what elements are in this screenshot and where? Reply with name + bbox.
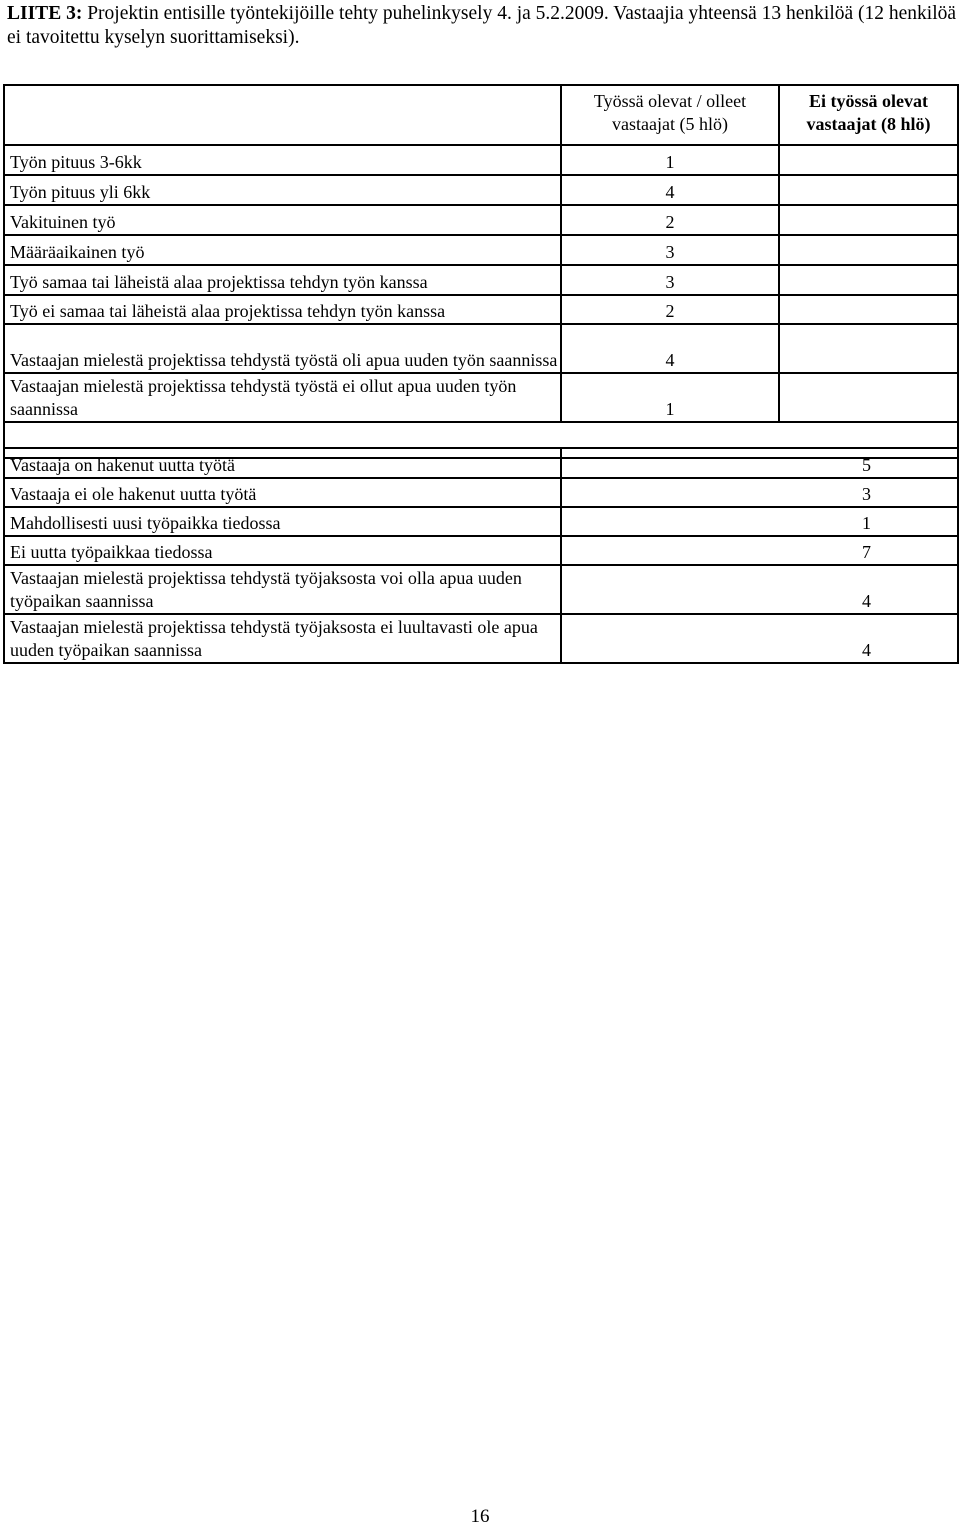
row-empty (779, 205, 958, 235)
row-label: Vastaaja ei ole hakenut uutta työtä (4, 478, 561, 507)
row-label: Vakituinen työ (4, 205, 561, 235)
row-label: Mahdollisesti uusi työpaikka tiedossa (4, 507, 561, 536)
row-value: 3 (561, 235, 779, 265)
table-row (4, 235, 958, 265)
table-row (4, 295, 958, 324)
table-row (4, 175, 958, 205)
row-empty (779, 295, 958, 324)
row-empty (779, 175, 958, 205)
employment-table (3, 84, 959, 459)
row-value: 3 (561, 265, 779, 295)
row-value: 4 (561, 565, 958, 614)
table-row (4, 536, 958, 565)
table-row (4, 614, 958, 663)
row-value: 4 (561, 614, 958, 663)
table-row (4, 265, 958, 295)
row-label: Ei uutta työpaikkaa tiedossa (4, 536, 561, 565)
row-empty (779, 235, 958, 265)
row-value: 7 (561, 536, 958, 565)
table-row (4, 507, 958, 536)
header-employed: Työssä olevat / olleet vastaajat (5 hlö) (561, 85, 779, 145)
row-empty (779, 373, 958, 422)
header-row (4, 85, 958, 145)
header-empty-cell (4, 85, 561, 145)
row-label: Määräaikainen työ (4, 235, 561, 265)
row-empty (779, 265, 958, 295)
row-empty (779, 145, 958, 175)
row-value: 1 (561, 373, 779, 422)
table-row (4, 373, 958, 422)
row-label: Työ ei samaa tai läheistä alaa projektissa tehdyn työn kanssa (4, 295, 561, 324)
row-label: Vastaajan mielestä projektissa tehdystä työstä ei ollut apua uuden työn saannissa (4, 373, 561, 422)
row-label: Työ samaa tai läheistä alaa projektissa tehdyn työn kanssa (4, 265, 561, 295)
table-row (4, 478, 958, 507)
document-title (7, 2, 957, 50)
row-label: Vastaajan mielestä projektissa tehdystä työjaksosta voi olla apua uuden työpaikan saannissa (4, 565, 561, 614)
title-text: Projektin entisille työntekijöille tehty puhelinkysely 4. ja 5.2.2009. Vastaajia yhteensä 13 henkilöä (12 henkilöä ei tavoitettu kyselyn suorittamiseksi). (7, 3, 957, 48)
table-row (4, 448, 958, 478)
row-value: 4 (561, 324, 779, 373)
table-row (4, 145, 958, 175)
row-value: 4 (561, 175, 779, 205)
row-label: Vastaajan mielestä projektissa tehdystä työjaksosta ei luultavasti ole apua uuden työpaikan saannissa (4, 614, 561, 663)
row-value: 3 (561, 478, 958, 507)
row-label: Vastaajan mielestä projektissa tehdystä työstä oli apua uuden työn saannissa (4, 324, 561, 373)
title-prefix: LIITE 3: (7, 3, 83, 24)
header-unemployed: Ei työssä olevat vastaajat (8 hlö) (779, 85, 958, 145)
row-value: 1 (561, 145, 779, 175)
row-value: 2 (561, 205, 779, 235)
table-row (4, 324, 958, 373)
table-row (4, 565, 958, 614)
job-search-table (3, 447, 959, 664)
row-value: 5 (561, 448, 958, 478)
row-value: 1 (561, 507, 958, 536)
row-value: 2 (561, 295, 779, 324)
table-row (4, 205, 958, 235)
row-label: Työn pituus yli 6kk (4, 175, 561, 205)
row-empty (779, 324, 958, 373)
row-label: Työn pituus 3-6kk (4, 145, 561, 175)
page-number: 16 (470, 1506, 490, 1527)
row-label: Vastaaja on hakenut uutta työtä (4, 448, 561, 478)
